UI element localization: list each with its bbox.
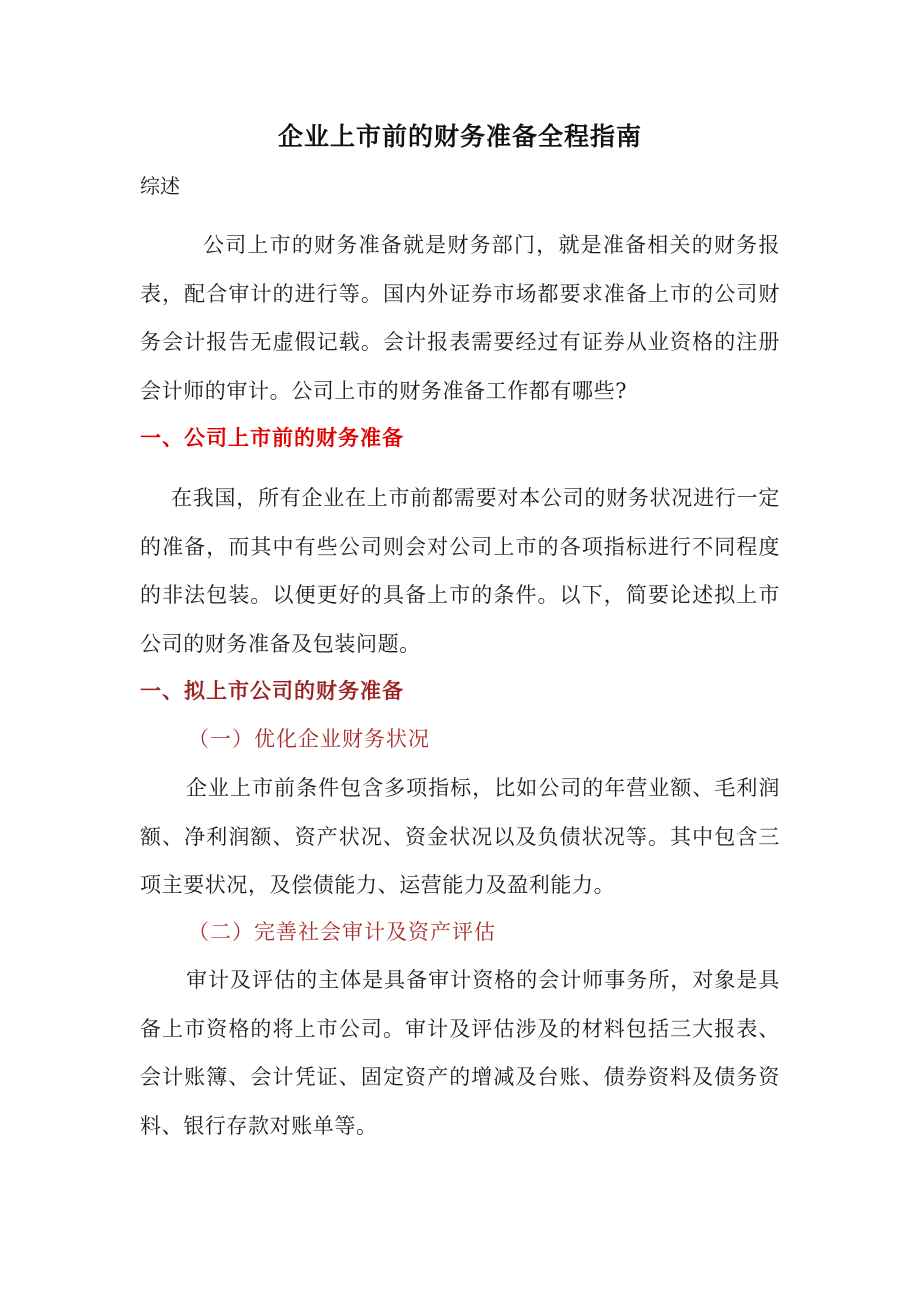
subsection-1-paragraph: 企业上市前条件包含多项指标，比如公司的年营业额、毛利润额、净利润额、资产状况、资金状况以及负债状况等。其中包含三项主要状况，及偿债能力、运营能力及盈利能力。 — [140, 776, 780, 897]
section-1-heading: 一、公司上市前的财务准备 — [140, 425, 404, 450]
page-title: 企业上市前的财务准备全程指南 — [277, 122, 642, 151]
subsection-2-paragraph: 审计及评估的主体是具备审计资格的会计师事务所，对象是具备上市资格的将上市公司。审计及评估涉及的材料包括三大报表、会计账簿、会计凭证、固定资产的增减及台账、债券资料及债务资料、银行存款对账单等。 — [140, 968, 780, 1138]
section-1-paragraph: 在我国，所有企业在上市前都需要对本公司的财务状况进行一定的准备，而其中有些公司则会对公司上市的各项指标进行不同程度的非法包装。以便更好的具备上市的条件。以下，简要论述拟上市公司的财务准备及包装问题。 — [140, 486, 780, 656]
subsection-1-heading: （一）优化企业财务状况 — [188, 727, 430, 751]
section-2-heading: 一、拟上市公司的财务准备 — [140, 678, 404, 703]
intro-paragraph: 公司上市的财务准备就是财务部门，就是准备相关的财务报表，配合审计的进行等。国内外证券市场都要求准备上市的公司财务会计报告无虚假记载。会计报表需要经过有证券从业资格的注册会计师的审计。公司上市的财务准备工作都有哪些? — [140, 233, 780, 403]
subsection-2-heading: （二）完善社会审计及资产评估 — [188, 920, 496, 944]
overview-label: 综述 — [140, 174, 180, 198]
